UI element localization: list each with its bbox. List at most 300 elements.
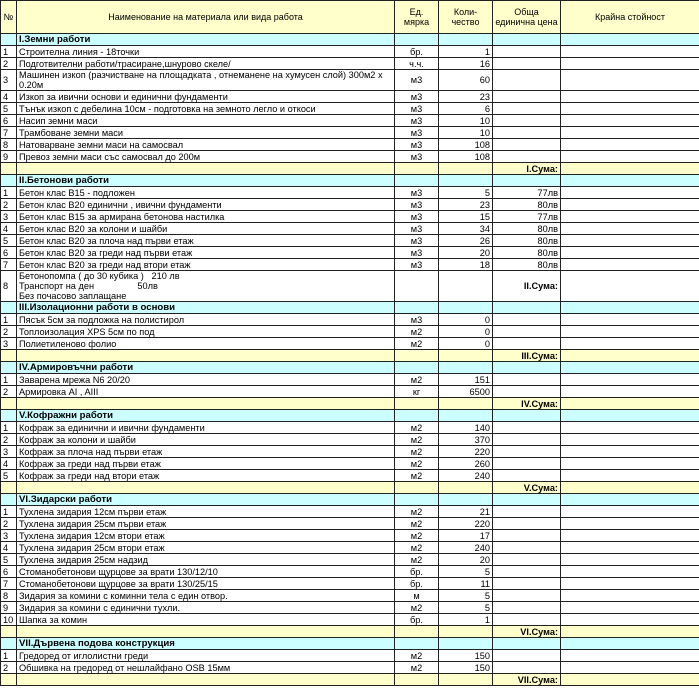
row-number[interactable]: 6	[1, 115, 17, 127]
row-item-name[interactable]: Тухлена зидария 12см първи етаж	[17, 506, 395, 518]
row-unit[interactable]: м2	[395, 338, 439, 350]
row-quantity[interactable]: 220	[439, 446, 493, 458]
row-quantity[interactable]: 150	[439, 662, 493, 674]
row-unit-price[interactable]	[493, 662, 561, 674]
table-row	[1, 650, 699, 662]
row-quantity[interactable]: 5	[439, 602, 493, 614]
row-quantity[interactable]: 34	[439, 223, 493, 235]
section-header	[1, 638, 699, 650]
row-unit-price[interactable]	[493, 326, 561, 338]
row-item-name[interactable]: Бетон клас B20 за греди над втори етаж	[17, 259, 395, 271]
extra-note-line: Без почасово заплащане	[19, 291, 127, 301]
table-row	[1, 422, 699, 434]
row-total[interactable]	[561, 338, 699, 350]
row-item-name[interactable]: Армировка AI , AIII	[17, 386, 395, 398]
row-unit[interactable]: м3	[395, 151, 439, 163]
section-sum-value[interactable]	[561, 626, 699, 638]
row-number[interactable]: 1	[1, 650, 17, 662]
sum-blank	[439, 626, 493, 638]
row-unit[interactable]: м3	[395, 70, 439, 91]
section-sum-row	[1, 482, 699, 494]
table-row	[1, 458, 699, 470]
row-number[interactable]: 2	[1, 326, 17, 338]
row-item-name[interactable]: Шапка за комин	[17, 614, 395, 626]
row-item-name[interactable]: Бетон клас B20 за плоча над първи етаж	[17, 235, 395, 247]
row-number[interactable]: 8	[1, 139, 17, 151]
section-blank	[395, 410, 439, 422]
row-quantity[interactable]: 20	[439, 554, 493, 566]
row-unit[interactable]: м3	[395, 187, 439, 199]
row-unit-price[interactable]	[493, 470, 561, 482]
sum-blank	[395, 482, 439, 494]
row-total[interactable]	[561, 199, 699, 211]
row-total[interactable]	[561, 326, 699, 338]
sum-blank	[1, 674, 17, 686]
row-unit[interactable]: м3	[395, 199, 439, 211]
row-quantity[interactable]: 150	[439, 650, 493, 662]
row-quantity[interactable]: 0	[439, 314, 493, 326]
row-item-name[interactable]: Насип земни маси	[17, 115, 395, 127]
row-item-name[interactable]: Кофраж за плоча над първи етаж	[17, 446, 395, 458]
row-total[interactable]	[561, 566, 699, 578]
sum-blank	[1, 350, 17, 362]
row-total[interactable]	[561, 211, 699, 223]
row-unit[interactable]: кг	[395, 386, 439, 398]
row-unit-price[interactable]	[493, 530, 561, 542]
row-item-name[interactable]: Топлоизолация XPS 5см по под	[17, 326, 395, 338]
row-item-name[interactable]: Стоманобетонови щурцове за врати 130/12/10	[17, 566, 395, 578]
row-total[interactable]	[561, 103, 699, 115]
row-unit-price[interactable]	[493, 518, 561, 530]
row-unit[interactable]: м3	[395, 259, 439, 271]
row-total[interactable]	[561, 518, 699, 530]
row-number[interactable]: 2	[1, 518, 17, 530]
sum-blank	[1, 626, 17, 638]
row-item-name[interactable]: Стоманобетонови щурцове за врати 130/25/15	[17, 578, 395, 590]
row-unit-price[interactable]	[493, 139, 561, 151]
section-sum-row	[1, 350, 699, 362]
row-unit-price[interactable]	[493, 614, 561, 626]
row-quantity[interactable]: 5	[439, 187, 493, 199]
section-blank	[1, 410, 17, 422]
row-unit[interactable]: м3	[395, 223, 439, 235]
section-blank	[395, 302, 439, 314]
section-blank	[395, 638, 439, 650]
section-blank	[493, 638, 561, 650]
row-quantity[interactable]: 18	[439, 259, 493, 271]
row-unit-price[interactable]	[493, 103, 561, 115]
row-item-name[interactable]	[17, 271, 395, 302]
row-total[interactable]	[561, 530, 699, 542]
row-total[interactable]	[561, 235, 699, 247]
row-unit-price[interactable]	[493, 446, 561, 458]
row-item-name[interactable]: Бетон клас B20 за греди над първи етаж	[17, 247, 395, 259]
row-total[interactable]	[561, 590, 699, 602]
row-item-name[interactable]: Тънък изкоп с дебелина 10см - подготовка на земното легло и откоси	[17, 103, 395, 115]
row-number[interactable]: 1	[1, 374, 17, 386]
row-total[interactable]	[561, 650, 699, 662]
row-number[interactable]: 5	[1, 235, 17, 247]
row-unit-price[interactable]	[493, 46, 561, 58]
row-item-name[interactable]: Тухлена зидария 25см втори етаж	[17, 542, 395, 554]
row-unit-price[interactable]: 80лв	[493, 235, 561, 247]
row-number[interactable]: 8	[1, 271, 17, 302]
row-item-name[interactable]: Зидария за комини с коминни тела с един отвор.	[17, 590, 395, 602]
row-unit-price[interactable]	[493, 338, 561, 350]
table-row	[1, 103, 699, 115]
row-unit[interactable]: м3	[395, 127, 439, 139]
row-number[interactable]: 10	[1, 614, 17, 626]
row-total[interactable]	[561, 259, 699, 271]
row-number[interactable]: 3	[1, 338, 17, 350]
row-number[interactable]: 2	[1, 434, 17, 446]
section-sum-value[interactable]	[561, 482, 699, 494]
row-unit[interactable]: ч.ч.	[395, 58, 439, 70]
row-unit[interactable]: м3	[395, 211, 439, 223]
row-item-name[interactable]: Подготвителни работи/трасиране,шнурово скеле/	[17, 58, 395, 70]
row-unit-price[interactable]	[493, 127, 561, 139]
row-unit-price[interactable]: 80лв	[493, 199, 561, 211]
row-item-name[interactable]: Бетон клас B15 - подложен	[17, 187, 395, 199]
row-unit[interactable]: бр.	[395, 46, 439, 58]
row-unit[interactable]: м2	[395, 518, 439, 530]
section-title: II.Бетонови работи	[17, 175, 395, 187]
row-unit-price[interactable]	[493, 542, 561, 554]
row-number[interactable]: 1	[1, 187, 17, 199]
row-unit-price[interactable]	[493, 506, 561, 518]
table-row	[1, 314, 699, 326]
row-unit-price[interactable]: 77лв	[493, 211, 561, 223]
row-unit[interactable]: м2	[395, 662, 439, 674]
section-blank	[439, 34, 493, 46]
row-total[interactable]	[561, 614, 699, 626]
row-number[interactable]: 7	[1, 578, 17, 590]
row-total[interactable]	[561, 662, 699, 674]
row-unit-price[interactable]: 77лв	[493, 187, 561, 199]
row-total[interactable]	[561, 602, 699, 614]
row-total[interactable]	[561, 46, 699, 58]
row-number[interactable]: 3	[1, 70, 17, 91]
row-unit[interactable]: м3	[395, 314, 439, 326]
row-total[interactable]	[561, 422, 699, 434]
row-unit[interactable]: м2	[395, 326, 439, 338]
row-number[interactable]: 8	[1, 590, 17, 602]
section-blank	[493, 302, 561, 314]
row-number[interactable]: 6	[1, 247, 17, 259]
row-unit[interactable]	[395, 271, 439, 302]
row-item-name[interactable]: Тухлена зидария 12см втори етаж	[17, 530, 395, 542]
section-sum-value[interactable]	[561, 674, 699, 686]
row-unit[interactable]: м2	[395, 602, 439, 614]
row-quantity[interactable]: 16	[439, 58, 493, 70]
row-unit[interactable]: м2	[395, 542, 439, 554]
row-total[interactable]	[561, 70, 699, 91]
row-quantity[interactable]: 10	[439, 115, 493, 127]
row-quantity[interactable]: 10	[439, 127, 493, 139]
row-item-name[interactable]: Кофраж за греди над първи етаж	[17, 458, 395, 470]
row-item-name[interactable]: Полиетиленово фолио	[17, 338, 395, 350]
row-quantity[interactable]	[439, 271, 493, 302]
section-blank	[1, 175, 17, 187]
row-quantity[interactable]: 15	[439, 211, 493, 223]
row-total[interactable]	[561, 139, 699, 151]
section-title: VII.Дървена подова конструкция	[17, 638, 395, 650]
row-number[interactable]: 3	[1, 211, 17, 223]
row-quantity[interactable]: 140	[439, 422, 493, 434]
row-item-name[interactable]: Кофраж за колони и шайби	[17, 434, 395, 446]
row-unit-price[interactable]	[493, 386, 561, 398]
row-unit[interactable]: м3	[395, 139, 439, 151]
row-quantity[interactable]: 240	[439, 470, 493, 482]
row-unit-price[interactable]	[493, 58, 561, 70]
row-number[interactable]: 1	[1, 506, 17, 518]
row-unit[interactable]: м3	[395, 115, 439, 127]
row-number[interactable]: 9	[1, 151, 17, 163]
section-sum-value[interactable]	[561, 350, 699, 362]
section-blank	[493, 34, 561, 46]
row-total[interactable]	[561, 542, 699, 554]
row-unit-price[interactable]	[493, 566, 561, 578]
row-quantity[interactable]: 5	[439, 566, 493, 578]
row-total[interactable]	[561, 578, 699, 590]
header-total[interactable]: Крайна стойност	[561, 1, 699, 34]
row-unit[interactable]: м2	[395, 554, 439, 566]
row-total[interactable]	[561, 247, 699, 259]
row-total[interactable]	[561, 386, 699, 398]
row-number[interactable]: 2	[1, 662, 17, 674]
row-quantity[interactable]: 108	[439, 139, 493, 151]
row-unit[interactable]: бр.	[395, 578, 439, 590]
row-unit-price[interactable]	[493, 314, 561, 326]
table-row	[1, 151, 699, 163]
row-quantity[interactable]: 5	[439, 590, 493, 602]
row-unit-price[interactable]	[493, 422, 561, 434]
row-number[interactable]: 5	[1, 470, 17, 482]
section-sum-value[interactable]	[561, 163, 699, 175]
row-unit-price[interactable]	[493, 115, 561, 127]
sum-blank	[395, 626, 439, 638]
row-unit[interactable]: м	[395, 590, 439, 602]
table-row	[1, 542, 699, 554]
header-unit[interactable]: Ед. мярка	[395, 1, 439, 34]
row-quantity[interactable]: 220	[439, 518, 493, 530]
row-item-name[interactable]: Кофраж за единични и ивични фундаменти	[17, 422, 395, 434]
row-number[interactable]: 4	[1, 223, 17, 235]
row-unit-price[interactable]	[493, 590, 561, 602]
row-total[interactable]	[561, 434, 699, 446]
row-quantity[interactable]: 60	[439, 70, 493, 91]
row-unit[interactable]: м3	[395, 91, 439, 103]
row-unit-price[interactable]: 80лв	[493, 259, 561, 271]
row-number[interactable]: 3	[1, 446, 17, 458]
row-number[interactable]: 5	[1, 554, 17, 566]
row-item-name[interactable]: Строителна линия - 18точки	[17, 46, 395, 58]
row-total[interactable]	[561, 314, 699, 326]
row-quantity[interactable]: 11	[439, 578, 493, 590]
row-unit[interactable]: м2	[395, 650, 439, 662]
estimate-body	[1, 34, 699, 686]
section-blank	[493, 494, 561, 506]
row-quantity[interactable]: 0	[439, 326, 493, 338]
row-item-name[interactable]: Гредоред от иглолистни греди	[17, 650, 395, 662]
header-unit-price[interactable]: Обща единична цена	[493, 1, 561, 34]
row-number[interactable]: 2	[1, 199, 17, 211]
row-total[interactable]	[561, 127, 699, 139]
header-no[interactable]: №	[1, 1, 17, 34]
row-quantity[interactable]: 6500	[439, 386, 493, 398]
section-sum-label: I.Сума:	[493, 163, 561, 175]
section-title: VI.Зидарски работи	[17, 494, 395, 506]
row-total[interactable]	[561, 187, 699, 199]
row-total[interactable]	[561, 115, 699, 127]
row-item-name[interactable]: Превоз земни маси със самосвал до 200м	[17, 151, 395, 163]
row-unit[interactable]: м3	[395, 247, 439, 259]
row-number[interactable]: 4	[1, 91, 17, 103]
row-item-name[interactable]: Машинен изкоп (разчистване на площадката , отнеманене на хумусен слой) 300м2 х 0.20м	[17, 70, 395, 91]
row-quantity[interactable]: 21	[439, 506, 493, 518]
row-total[interactable]	[561, 446, 699, 458]
table-row	[1, 446, 699, 458]
header-name[interactable]: Наименование на материала или вида работа	[17, 1, 395, 34]
section-header	[1, 175, 699, 187]
row-unit-price[interactable]	[493, 91, 561, 103]
section-blank	[493, 410, 561, 422]
row-item-name[interactable]: Зидария за комини с единични тухли.	[17, 602, 395, 614]
row-quantity[interactable]: 370	[439, 434, 493, 446]
row-unit[interactable]: бр.	[395, 566, 439, 578]
row-quantity[interactable]: 6	[439, 103, 493, 115]
row-unit-price[interactable]	[493, 458, 561, 470]
row-unit[interactable]: м3	[395, 235, 439, 247]
section-blank	[395, 494, 439, 506]
table-row	[1, 326, 699, 338]
table-row	[1, 530, 699, 542]
row-number[interactable]: 4	[1, 458, 17, 470]
row-unit[interactable]: м2	[395, 470, 439, 482]
row-quantity[interactable]: 23	[439, 91, 493, 103]
row-unit-price[interactable]	[493, 70, 561, 91]
header-row	[1, 1, 699, 34]
row-quantity[interactable]: 17	[439, 530, 493, 542]
row-total[interactable]	[561, 506, 699, 518]
row-total[interactable]	[561, 470, 699, 482]
sum-blank	[17, 350, 395, 362]
row-unit[interactable]: бр.	[395, 614, 439, 626]
row-unit[interactable]: м2	[395, 530, 439, 542]
section-sum-value[interactable]	[561, 271, 699, 302]
row-quantity[interactable]: 260	[439, 458, 493, 470]
row-quantity[interactable]: 240	[439, 542, 493, 554]
row-item-name[interactable]: Натоварване земни маси на самосвал	[17, 139, 395, 151]
row-unit[interactable]: м2	[395, 434, 439, 446]
row-total[interactable]	[561, 458, 699, 470]
row-item-name[interactable]: Кофраж за греди над втори етаж	[17, 470, 395, 482]
extra-note-line: Бетонопомпа ( до 30 кубика ) 210 лв	[19, 271, 180, 281]
row-total[interactable]	[561, 151, 699, 163]
row-number[interactable]: 4	[1, 542, 17, 554]
row-item-name[interactable]: Тухлена зидария 25см надзид	[17, 554, 395, 566]
row-number[interactable]: 6	[1, 566, 17, 578]
row-unit-price[interactable]: 80лв	[493, 223, 561, 235]
row-total[interactable]	[561, 91, 699, 103]
row-total[interactable]	[561, 374, 699, 386]
row-quantity[interactable]: 23	[439, 199, 493, 211]
row-item-name[interactable]: Бетон клас B20 единични , ивични фундаменти	[17, 199, 395, 211]
section-header	[1, 362, 699, 374]
section-blank	[1, 638, 17, 650]
row-number[interactable]: 7	[1, 127, 17, 139]
row-total[interactable]	[561, 58, 699, 70]
table-row	[1, 662, 699, 674]
row-quantity[interactable]: 20	[439, 247, 493, 259]
row-total[interactable]	[561, 223, 699, 235]
row-unit-price[interactable]	[493, 434, 561, 446]
row-unit-price[interactable]: 80лв	[493, 247, 561, 259]
row-item-name[interactable]: Тухлена зидария 25см първи етаж	[17, 518, 395, 530]
row-total[interactable]	[561, 554, 699, 566]
row-unit-price[interactable]	[493, 374, 561, 386]
row-quantity[interactable]: 0	[439, 338, 493, 350]
row-quantity[interactable]: 108	[439, 151, 493, 163]
table-row	[1, 139, 699, 151]
table-row	[1, 46, 699, 58]
row-unit-price[interactable]	[493, 602, 561, 614]
row-number[interactable]: 1	[1, 314, 17, 326]
row-quantity[interactable]: 26	[439, 235, 493, 247]
section-sum-value[interactable]	[561, 398, 699, 410]
row-number[interactable]: 1	[1, 46, 17, 58]
row-unit-price[interactable]	[493, 151, 561, 163]
table-row	[1, 70, 699, 91]
header-qty[interactable]: Коли-чество	[439, 1, 493, 34]
row-number[interactable]: 2	[1, 386, 17, 398]
row-unit[interactable]: м2	[395, 458, 439, 470]
row-unit[interactable]: м3	[395, 103, 439, 115]
row-item-name[interactable]: Бетон клас B20 за колони и шайби	[17, 223, 395, 235]
row-number[interactable]: 5	[1, 103, 17, 115]
table-row	[1, 590, 699, 602]
row-number[interactable]: 1	[1, 422, 17, 434]
row-item-name[interactable]: Обшивка на гредоред от нешлайфано OSB 15мм	[17, 662, 395, 674]
section-blank	[395, 175, 439, 187]
section-blank	[439, 302, 493, 314]
row-number[interactable]: 9	[1, 602, 17, 614]
row-unit[interactable]: м2	[395, 374, 439, 386]
row-number[interactable]: 2	[1, 58, 17, 70]
row-item-name[interactable]: Пясък 5см за подложка на полистирол	[17, 314, 395, 326]
row-unit[interactable]: м2	[395, 506, 439, 518]
row-unit[interactable]: м2	[395, 422, 439, 434]
section-sum-label: VI.Сума:	[493, 626, 561, 638]
section-title: III.Изолационни работи в основи	[17, 302, 395, 314]
row-quantity[interactable]: 1	[439, 614, 493, 626]
row-item-name[interactable]: Изкоп за ивични основи и единични фундаменти	[17, 91, 395, 103]
row-unit-price[interactable]	[493, 578, 561, 590]
row-quantity[interactable]: 151	[439, 374, 493, 386]
row-number[interactable]: 7	[1, 259, 17, 271]
row-unit-price[interactable]	[493, 554, 561, 566]
section-blank	[561, 302, 699, 314]
table-row-extra	[1, 271, 699, 302]
section-blank	[561, 175, 699, 187]
row-unit[interactable]: м2	[395, 446, 439, 458]
row-item-name[interactable]: Бетон клас B15 за армирана бетонова настилка	[17, 211, 395, 223]
row-item-name[interactable]: Трамбоване земни маси	[17, 127, 395, 139]
row-number[interactable]: 3	[1, 530, 17, 542]
row-quantity[interactable]: 1	[439, 46, 493, 58]
row-item-name[interactable]: Заварена мрежа N6 20/20	[17, 374, 395, 386]
row-unit-price[interactable]	[493, 650, 561, 662]
